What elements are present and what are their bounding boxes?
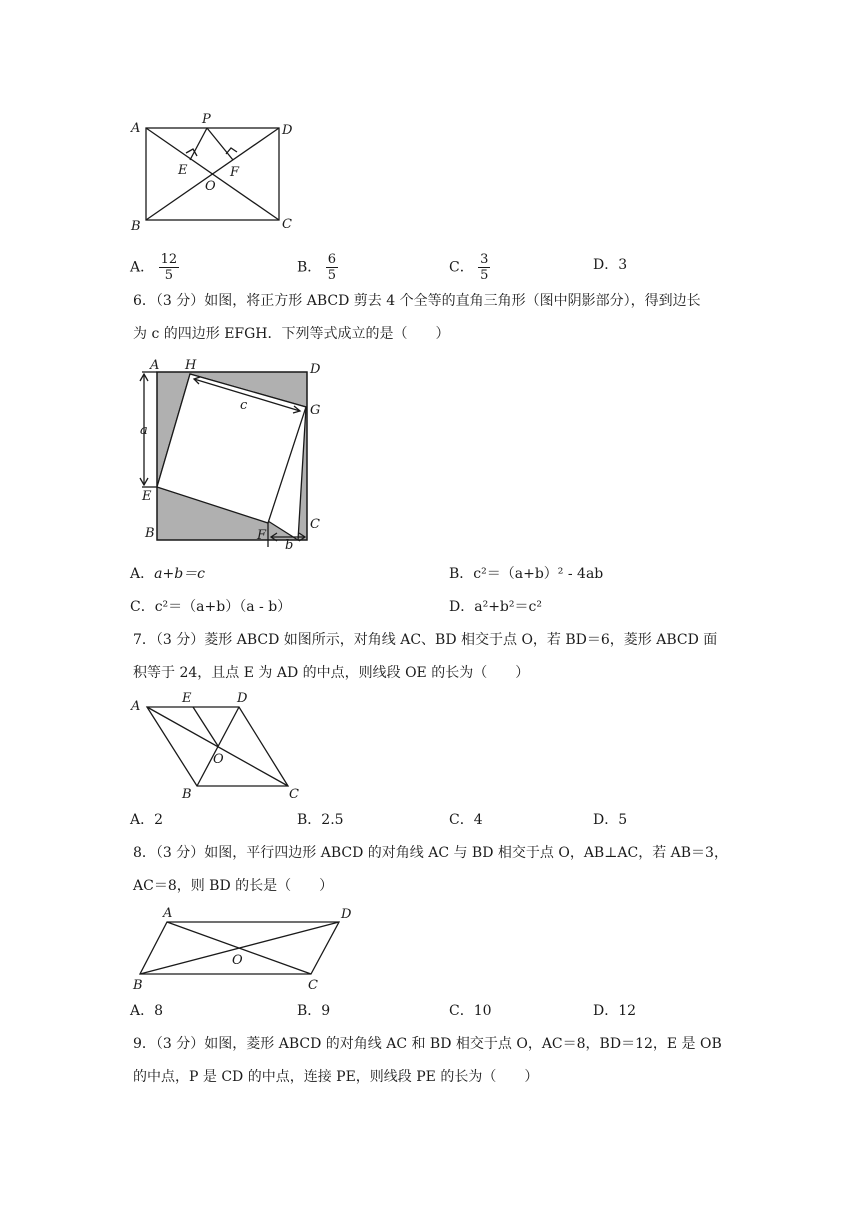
q6-question-line1: 6．（3 分）如图，将正方形 ABCD 剪去 4 个全等的直角三角形（图中阴影部分），得到边长 bbox=[133, 293, 701, 309]
q5-option-b-fraction: $\frac{6}{5}$ bbox=[327, 252, 337, 283]
q6-option-b[interactable]: B．c²＝（a+b）² - 4ab bbox=[449, 566, 604, 582]
q8-option-c[interactable]: C．10 bbox=[449, 1003, 492, 1019]
q7-label-D: D bbox=[237, 691, 248, 706]
q6-label-C: C bbox=[310, 517, 320, 532]
q8-question-line2: AC＝8，则 BD 的长是（ ） bbox=[133, 878, 334, 894]
q5-option-c[interactable]: C． $\frac{3}{5}$ bbox=[449, 252, 489, 283]
q5-label-A: A bbox=[131, 121, 141, 136]
q5-option-a-fraction: $\frac{12}{5}$ bbox=[160, 252, 178, 283]
q9-question-line2: 的中点，P 是 CD 的中点，连接 PE，则线段 PE 的长为（ ） bbox=[133, 1069, 539, 1085]
q6-label-B: B bbox=[145, 526, 155, 541]
q7-question-line2: 积等于 24，且点 E 为 AD 的中点，则线段 OE 的长为（ ） bbox=[133, 665, 530, 681]
q8-option-b[interactable]: B．9 bbox=[297, 1003, 331, 1019]
q5-label-E: E bbox=[178, 163, 188, 178]
q5-label-F: F bbox=[230, 165, 240, 180]
q6-label-a: a bbox=[140, 423, 148, 438]
q7-option-d[interactable]: D．5 bbox=[593, 812, 628, 828]
q8-label-B: B bbox=[133, 978, 143, 993]
q7-option-c[interactable]: C．4 bbox=[449, 812, 483, 828]
q6-option-d[interactable]: D．a²+b²＝c² bbox=[449, 599, 542, 615]
q7-label-C: C bbox=[289, 787, 299, 802]
q6-option-a[interactable]: A．a+b＝c bbox=[130, 566, 206, 582]
q6-label-F: F bbox=[257, 528, 267, 543]
q5-label-B: B bbox=[131, 219, 141, 233]
q6-label-E: E bbox=[142, 489, 152, 504]
q6-label-G: G bbox=[310, 403, 321, 418]
q5-label-P: P bbox=[202, 112, 211, 127]
q6-question-line2: 为 c 的四边形 EFGH．下列等式成立的是（ ） bbox=[133, 326, 450, 342]
q6-label-D: D bbox=[310, 362, 321, 377]
q8-label-D: D bbox=[341, 907, 352, 922]
q8-label-A: A bbox=[163, 906, 173, 921]
q8-option-a[interactable]: A．8 bbox=[130, 1003, 164, 1019]
q8-option-d[interactable]: D．12 bbox=[593, 1003, 637, 1019]
q7-label-B: B bbox=[182, 787, 192, 802]
q5-label-O: O bbox=[205, 179, 216, 194]
q5-option-c-fraction: $\frac{3}{5}$ bbox=[480, 252, 489, 283]
q6-label-A: A bbox=[150, 358, 160, 373]
q5-option-b[interactable]: B． $\frac{6}{5}$ bbox=[297, 252, 337, 283]
q6-option-c[interactable]: C．c²＝（a+b）（a - b） bbox=[130, 599, 292, 615]
q6-label-b: b bbox=[285, 538, 294, 550]
q8-figure bbox=[125, 900, 365, 995]
q7-question-line1: 7．（3 分）菱形 ABCD 如图所示，对角线 AC、BD 相交于点 O，若 BD＝6，菱形 ABCD 面 bbox=[133, 632, 718, 648]
q6-label-H: H bbox=[185, 358, 197, 373]
q7-label-O: O bbox=[213, 752, 224, 767]
q7-label-A: A bbox=[131, 699, 141, 714]
q5-figure bbox=[125, 108, 305, 233]
q9-question-line1: 9．（3 分）如图，菱形 ABCD 的对角线 AC 和 BD 相交于点 O，AC＝8，BD＝12，E 是 OB bbox=[133, 1036, 722, 1052]
q5-option-a[interactable]: A． $\frac{12}{5}$ bbox=[130, 252, 178, 283]
q5-label-C: C bbox=[282, 217, 292, 232]
q8-label-C: C bbox=[308, 978, 318, 993]
q5-label-D: D bbox=[282, 123, 293, 138]
q7-label-E: E bbox=[182, 691, 192, 706]
q6-figure bbox=[130, 355, 330, 550]
q7-option-a[interactable]: A．2 bbox=[130, 812, 164, 828]
q5-option-d[interactable]: D．3 bbox=[593, 257, 628, 273]
q7-option-b[interactable]: B．2.5 bbox=[297, 812, 344, 828]
q8-question-line1: 8．（3 分）如图，平行四边形 ABCD 的对角线 AC 与 BD 相交于点 O，AB⊥AC，若 AB＝3， bbox=[133, 845, 728, 861]
q8-label-O: O bbox=[232, 953, 243, 968]
q7-figure bbox=[125, 688, 310, 803]
q6-label-c: c bbox=[240, 398, 248, 413]
